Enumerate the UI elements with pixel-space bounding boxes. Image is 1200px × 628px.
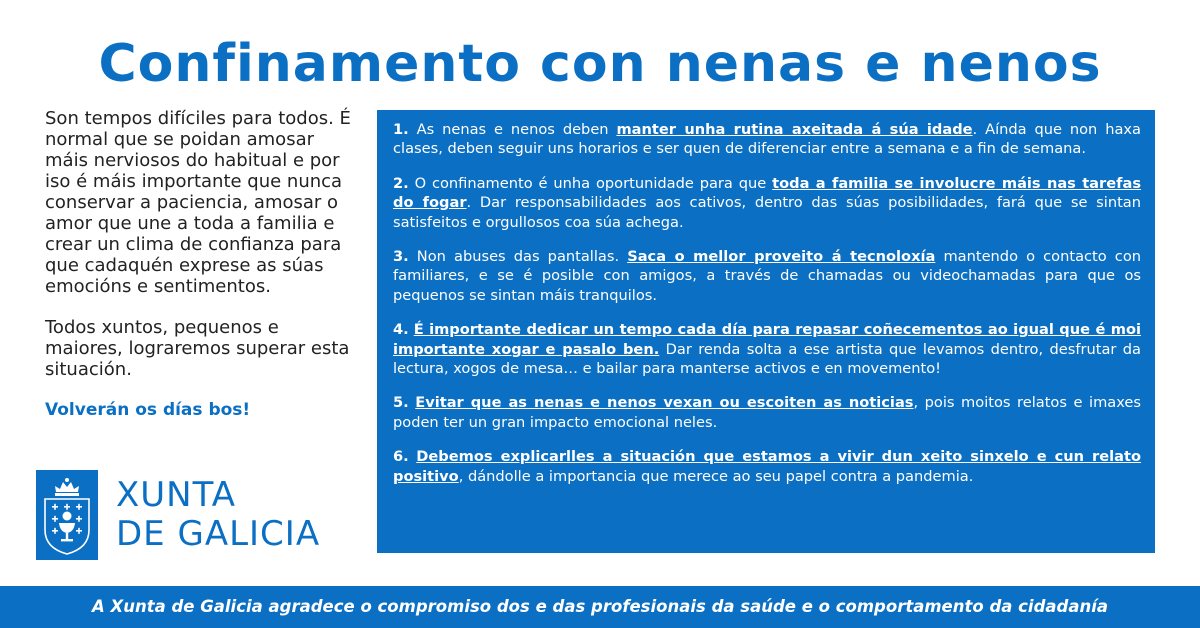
tip-number: 5.: [393, 394, 409, 412]
tip-highlight: manter unha rutina axeitada á súa idade: [616, 121, 973, 138]
logo-line-2: DE GALICIA: [116, 514, 321, 554]
tagline: Volverán os días bos!: [45, 400, 251, 420]
xunta-logo: [36, 470, 356, 560]
tip-item: [393, 447, 1141, 486]
page-title: Confinamento con nenas e nenos: [98, 34, 1102, 94]
tip-item: [393, 393, 1141, 432]
tip-text: . Dar responsabilidades aos cativos, dentro das súas posibilidades, fará que se sintan satisfeitos e orgullosos coa súa achega.: [393, 194, 1141, 231]
tip-text: . Aínda que non haxa clases, deben seguir uns horarios e ser quen de diferenciar entre a semana e a fin de semana.: [393, 121, 1141, 158]
tip-item: [393, 247, 1141, 305]
intro-column: [45, 108, 357, 441]
galicia-coat-of-arms-icon: [36, 470, 98, 560]
tip-number: 4.: [393, 321, 409, 339]
tip-text: , dándolle a importancia que merece ao seu papel contra a pandemia.: [458, 467, 974, 485]
tip-highlight: Saca o mellor proveito á tecnoloxía: [627, 248, 936, 266]
tips-panel: [377, 110, 1155, 553]
footer-banner: A Xunta de Galicia agradece o compromiso dos e das profesionais da saúde e o comportamento da cidadanía: [0, 586, 1200, 628]
tip-number: 1.: [393, 121, 409, 138]
tip-text: Non abuses das pantallas.: [408, 248, 628, 266]
logo-line-1: XUNTA: [116, 475, 236, 515]
coat-of-arms-svg: [36, 470, 98, 560]
tip-highlight: Debemos explicarlles a situación que estamos a vivir dun xeito sinxelo e cun relato positivo: [393, 448, 1142, 485]
tip-number: 6.: [393, 448, 409, 466]
intro-paragraph: Son tempos difíciles para todos. É normal que se poidan amosar máis nerviosos do habitual e por iso é máis importante que nunca conservar a paciencia, amosar o amor que une a toda a familia e crear un clima de confianza para que cadaquén exprese as súas emocións e sentimentos.: [45, 108, 351, 297]
tip-text: As nenas e nenos deben: [408, 121, 617, 138]
tip-highlight: toda a familia se involucre máis nas tarefas do fogar: [393, 174, 1142, 212]
tip-number: 3.: [393, 248, 409, 266]
tip-text: O confinamento é unha oportunidade para que: [408, 174, 773, 192]
tip-highlight: É importante dedicar un tempo cada día para repasar coñecementos ao igual que é moi importante xogar e pasalo ben.: [393, 321, 1142, 358]
intro-paragraph-closing: Todos xuntos, pequenos e maiores, lograremos superar esta situación.: [45, 317, 350, 380]
tip-text: mantendo o contacto con familiares, e se é posible con amigos, a través de chamadas ou videochamadas para que os pequenos se sintan máis tranquilos.: [393, 248, 1141, 304]
tip-number: 2.: [393, 174, 409, 192]
tip-item: [393, 320, 1141, 378]
tip-text: Dar renda solta a ese artista que levamos dentro, desfrutar da lectura, xogos de mesa… e bailar para manterse activos e en movemento!: [393, 340, 1141, 378]
tip-highlight: Evitar que as nenas e nenos vexan ou escoiten as noticias: [415, 394, 914, 412]
tip-item: [393, 174, 1141, 232]
tip-item: [393, 120, 1141, 159]
xunta-wordmark: [116, 476, 320, 554]
tip-text: , pois moitos relatos e imaxes poden ter un gran impacto emocional neles.: [393, 394, 1142, 431]
